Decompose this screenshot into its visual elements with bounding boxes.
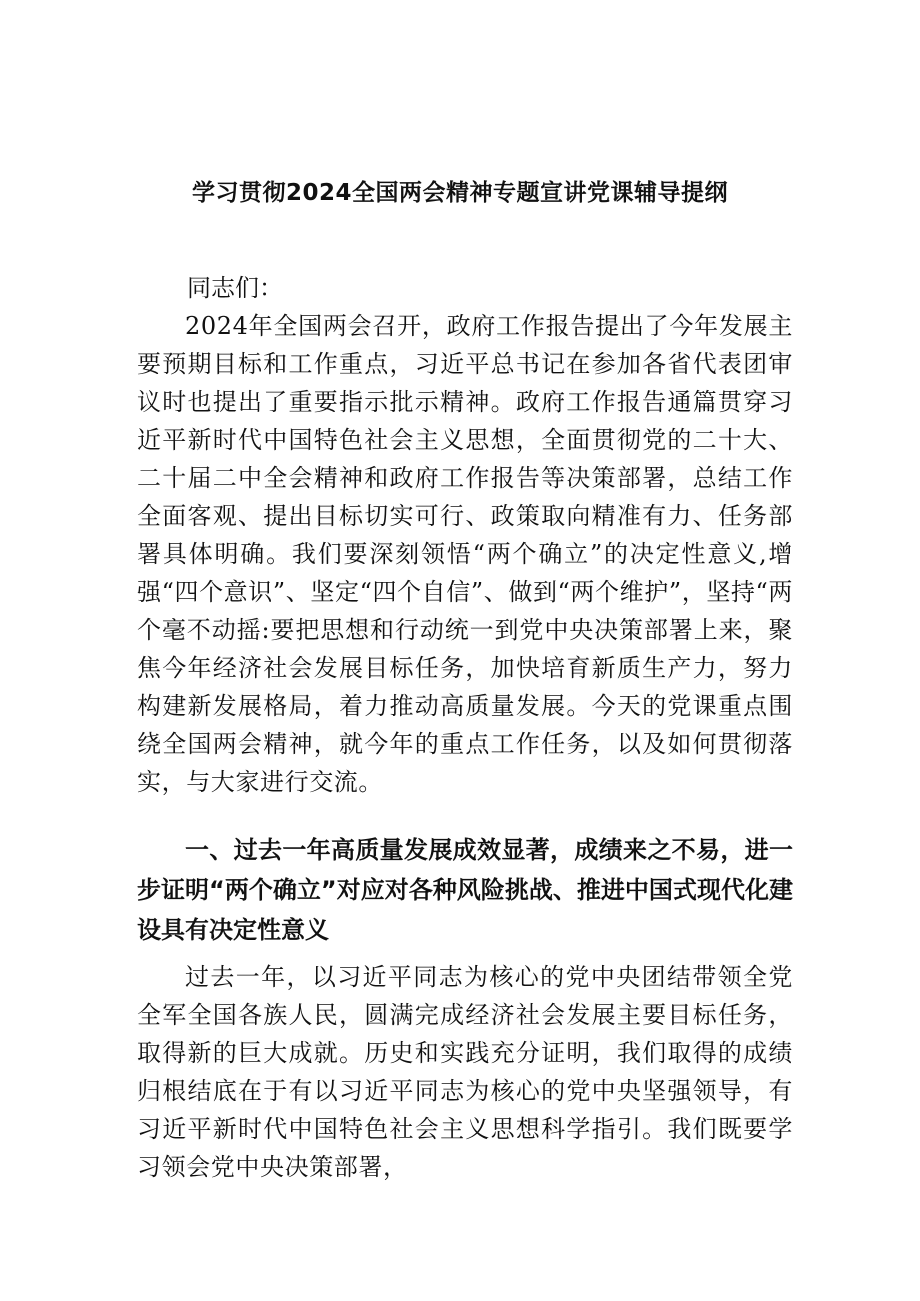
salutation: 同志们： <box>187 274 283 302</box>
document-title: 学习贯彻2024全国两会精神专题宣讲党课辅导提纲 <box>191 180 728 206</box>
section-heading-1: 一、过去一年高质量发展成效显著，成绩来之不易，进一步证明“两个确立”对应对各种风险挑战、推进中国式现代化建设具有决定性意义 <box>137 836 793 944</box>
body-paragraph-section-1: 过去一年，以习近平同志为核心的党中央团结带领全党全军全国各族人民，圆满完成经济社会发展主要目标任务，取得新的巨大成就。历史和实践充分证明，我们取得的成绩归根结底在于有以习近平同志为核心的党中央坚强领导，有习近平新时代中国特色社会主义思想科学指引。我们既要学习领会党中央决策部署， <box>137 963 793 1181</box>
body-paragraph-intro: 2024年全国两会召开，政府工作报告提出了今年发展主要预期目标和工作重点，习近平总书记在参加各省代表团审议时也提出了重要指示批示精神。政府工作报告通篇贯穿习近平新时代中国特色社会主义思想，全面贯彻党的二十大、二十届二中全会精神和政府工作报告等决策部署，总结工作全面客观、提出目标切实可行、政策取向精准有力、任务部署具体明确。我们要深刻领悟“两个确立”的决定性意义,增强“四个意识”、坚定“四个自信”、做到“两个维护”，坚持“两个毫不动摇:要把思想和行动统一到党中央决策部署上来，聚焦今年经济社会发展目标任务，加快培育新质生产力，努力构建新发展格局，着力推动高质量发展。今天的党课重点围绕全国两会精神，就今年的重点工作任务，以及如何贯彻落实，与大家进行交流。 <box>137 312 793 796</box>
